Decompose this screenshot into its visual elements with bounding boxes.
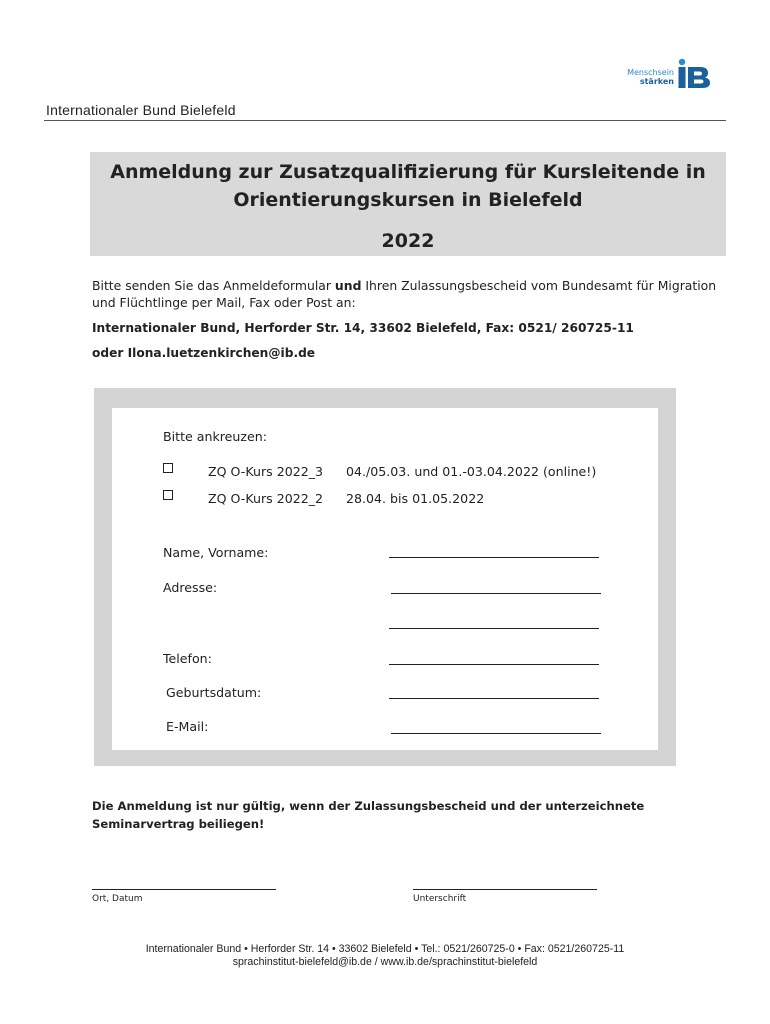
postal-address: Internationaler Bund, Herforder Str. 14, 33602 Bielefeld, Fax: 0521/ 260725-11 xyxy=(92,321,634,335)
phone-label: Telefon: xyxy=(163,651,212,666)
name-label: Name, Vorname: xyxy=(163,545,269,560)
course-1-dates: 04./05.03. und 01.-03.04.2022 (online!) xyxy=(346,464,597,479)
page-footer xyxy=(0,943,770,969)
email-field[interactable] xyxy=(391,733,601,734)
contact-email[interactable]: oder Ilona.luetzenkirchen@ib.de xyxy=(92,346,316,360)
title-line-2: Orientierungskursen in Bielefeld xyxy=(233,189,583,211)
course-2-dates: 28.04. bis 01.05.2022 xyxy=(346,491,485,506)
email-label: E-Mail: xyxy=(166,719,209,734)
logo-tagline xyxy=(624,68,674,86)
intro-text-bold: und xyxy=(334,278,362,293)
intro-text-start: Bitte senden Sie das Anmeldeformular xyxy=(92,278,335,293)
course-1-name: ZQ O-Kurs 2022_3 xyxy=(208,464,324,479)
place-date-line[interactable] xyxy=(92,889,276,890)
validity-notice: Die Anmeldung ist nur gültig, wenn der Zulassungsbescheid und der unterzeichnete Seminarvertrag beiliegen! xyxy=(92,799,645,831)
title-line-1: Anmeldung zur Zusatzqualifizierung für Kursleitende in xyxy=(110,161,706,183)
title-band xyxy=(90,152,726,256)
birthdate-field[interactable] xyxy=(389,698,599,699)
course-1-checkbox[interactable] xyxy=(163,463,173,473)
footer-contact-line: Internationaler Bund • Herforder Str. 14 • 33602 Bielefeld • Tel.: 0521/260725-0 • Fax: 0521/260725-11 xyxy=(145,943,625,955)
address-field-line-1[interactable] xyxy=(391,593,601,594)
place-date-label: Ort, Datum xyxy=(92,894,143,904)
ib-logo xyxy=(624,56,712,90)
phone-field[interactable] xyxy=(389,664,599,665)
header-divider xyxy=(44,120,726,121)
course-2-name: ZQ O-Kurs 2022_2 xyxy=(208,491,324,506)
birthdate-label: Geburtsdatum: xyxy=(166,685,262,700)
intro-text-end: Ihren Zulassungsbescheid vom Bundesamt für Migration und Flüchtlinge per Mail, Fax oder Post an: xyxy=(92,278,717,310)
signature-label: Unterschrift xyxy=(413,894,467,904)
organization-name: Internationaler Bund Bielefeld xyxy=(46,102,236,118)
title-year: 2022 xyxy=(381,230,435,252)
footer-web-line: sprachinstitut-bielefeld@ib.de / www.ib.de/sprachinstitut-bielefeld xyxy=(232,956,538,968)
address-label: Adresse: xyxy=(163,580,218,595)
signature-line[interactable] xyxy=(413,889,597,890)
ib-logo-mark xyxy=(676,58,712,90)
course-2-checkbox[interactable] xyxy=(163,490,173,500)
name-field[interactable] xyxy=(389,557,599,558)
document-title xyxy=(90,158,726,214)
checkbox-instruction: Bitte ankreuzen: xyxy=(163,429,267,444)
address-field-line-2[interactable] xyxy=(389,628,599,629)
logo-tagline-line2: stärken xyxy=(639,77,674,86)
intro-paragraph xyxy=(92,277,732,311)
logo-tagline-line1: Menschsein xyxy=(627,68,674,77)
